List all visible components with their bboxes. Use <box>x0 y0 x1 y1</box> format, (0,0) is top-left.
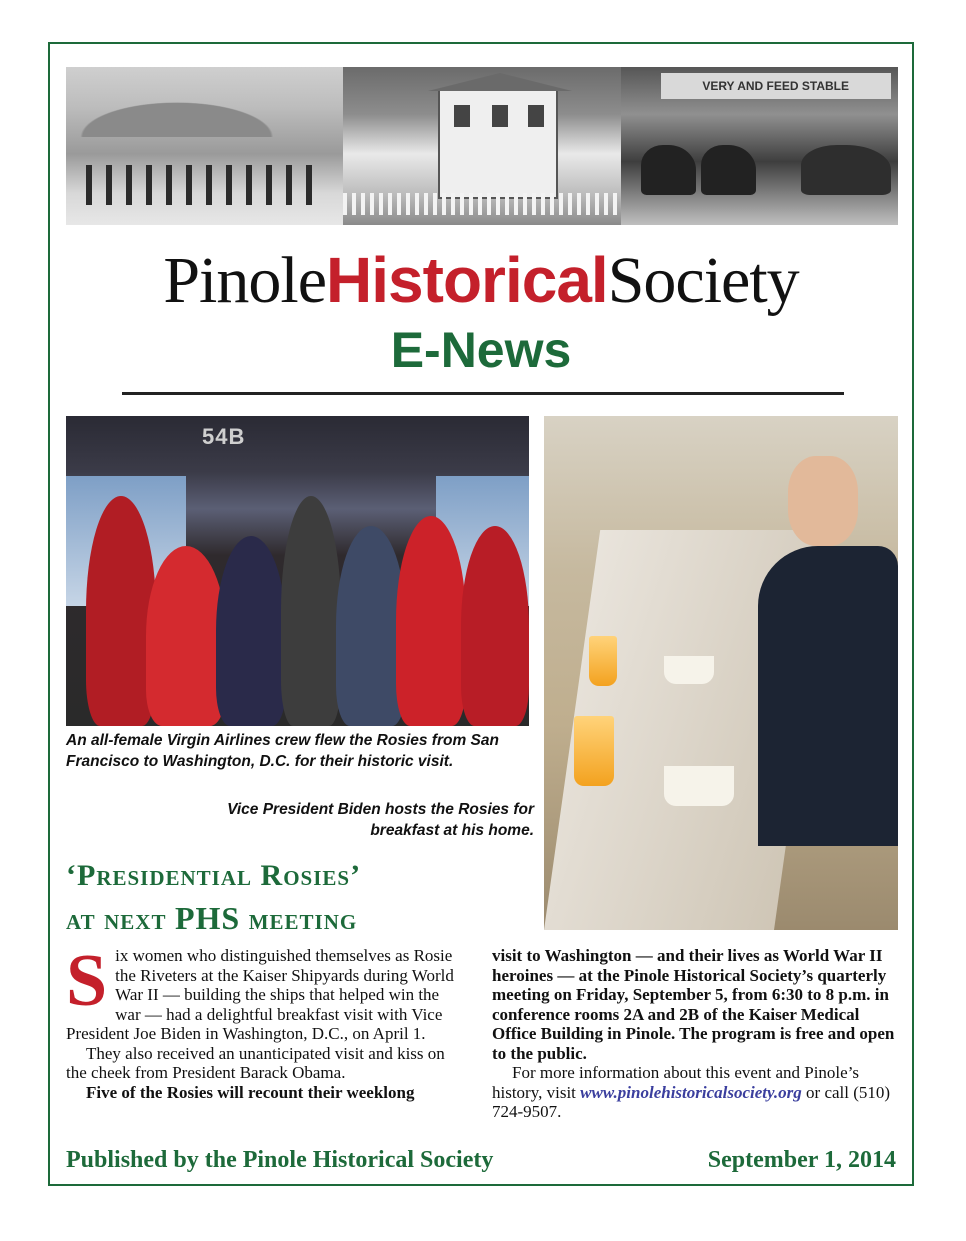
person-shape <box>461 526 529 726</box>
window-shape <box>528 105 544 127</box>
headline-line2-post: meeting <box>240 903 358 936</box>
masthead-title <box>48 240 914 321</box>
person-shape <box>396 516 466 726</box>
window-shape <box>454 105 470 127</box>
article-column-2 <box>492 946 900 1122</box>
article-paragraph-2: They also received an unanticipated visit and kiss on the cheek from President Barack Obama. <box>66 1043 445 1082</box>
house-shape <box>438 89 558 199</box>
right-photo-caption: Vice President Biden hosts the Rosies for breakfast at his home. <box>227 801 534 839</box>
banner-photo-parade <box>66 67 343 225</box>
cup-shape <box>664 766 734 806</box>
juice-glass-shape <box>574 716 614 786</box>
cup-shape <box>664 656 714 684</box>
headline-line1: ‘Presidential Rosies’ <box>66 859 362 892</box>
person-shape <box>281 496 341 726</box>
banner-photo-house <box>343 67 620 225</box>
headline-line2-bold: PHS <box>174 900 241 936</box>
headline-line2 <box>66 896 536 942</box>
gate-label: 54B <box>202 424 246 449</box>
host-suit <box>758 546 898 846</box>
society-website-link[interactable]: www.pinolehistoricalsociety.org <box>580 1082 802 1102</box>
drop-cap: S <box>66 940 108 1022</box>
virgin-crew-photo <box>66 416 529 726</box>
paragraph-1-text: ix women who distinguished themselves as Rosie the Riveters at the Kaiser Shipyards during World War II — building the ships that helped win the war — had a delightful breakfast visit with Vice President Joe Biden in Washington, D.C., on April 1. <box>66 946 454 1043</box>
window-shape <box>492 105 508 127</box>
juice-glass-shape <box>589 636 617 686</box>
fence-shape <box>343 193 620 215</box>
article-paragraph-1 <box>66 940 458 1044</box>
article-paragraph-3-start: Five of the Rosies will recount their weeklong <box>86 1082 415 1102</box>
footer-date: September 1, 2014 <box>707 1147 896 1173</box>
wagon-shape <box>801 145 891 195</box>
person-shape <box>216 536 286 726</box>
masthead-mid: Historical <box>326 244 608 316</box>
banner-photo-stable <box>621 67 898 225</box>
article-column-1 <box>66 940 458 1102</box>
host-figure <box>788 456 858 546</box>
paragraph-4-post: or call (510) 724-9507. <box>492 1082 891 1121</box>
article-paragraph-3-continued: visit to Washington — and their lives as World War II heroines — at the Pinole Historical Society’s quarterly meeting on Friday, September 5, from 6:30 to 8 p.m. in conference rooms 2A and 2B of the Kaiser Medical Office Building in Pinole. The program is free and open to the public. <box>492 946 895 1063</box>
masthead-right: Society <box>607 244 799 317</box>
masthead-left: Pinole <box>163 244 327 317</box>
article-paragraph-4 <box>492 1063 900 1122</box>
masthead-subtitle: E-News <box>390 322 572 378</box>
paragraph-4-pre: For more information about this event and Pinole’s history, visit <box>492 1063 860 1102</box>
headline-line2-pre: at next <box>66 903 175 936</box>
biden-breakfast-photo <box>544 416 898 930</box>
hill-shape <box>66 77 343 137</box>
horse-shape <box>701 145 756 195</box>
horse-shape <box>641 145 696 195</box>
person-shape <box>146 546 226 726</box>
marchers-shape <box>86 165 323 205</box>
masthead-rule <box>122 392 844 395</box>
left-photo-caption: An all-female Virgin Airlines crew flew the Rosies from San Francisco to Washington, D.C. for their historic visit. <box>66 732 499 770</box>
header-banner <box>66 67 898 225</box>
footer-publisher: Published by the Pinole Historical Society <box>66 1147 494 1173</box>
article-headline <box>66 856 536 942</box>
stable-sign: VERY AND FEED STABLE <box>661 73 891 99</box>
